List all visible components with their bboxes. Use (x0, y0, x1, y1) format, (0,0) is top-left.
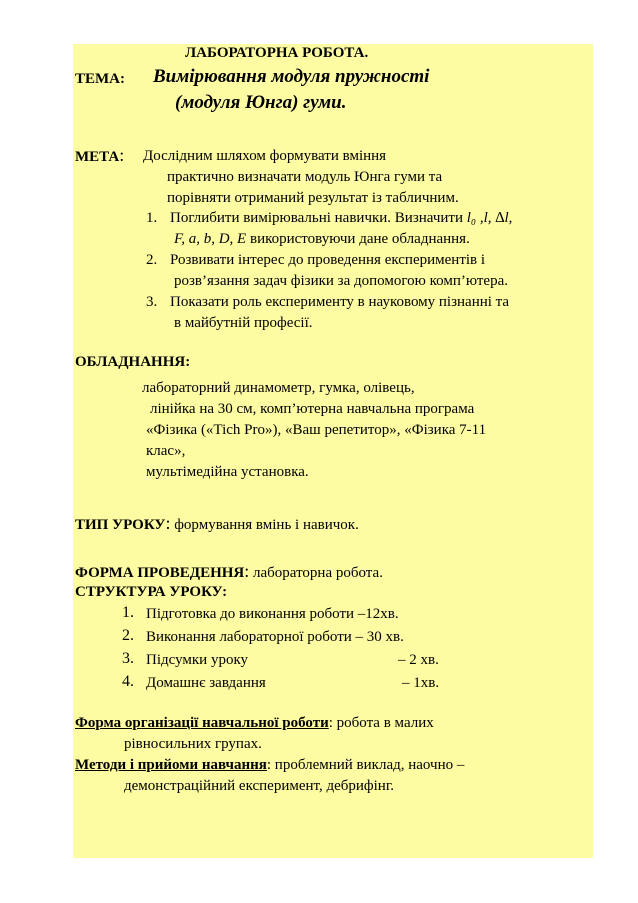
lesson-form (75, 562, 383, 582)
methods-line-2: демонстраційний експеримент, дебрифінг. (124, 778, 395, 794)
goal-item-2-text: Розвивати інтерес до проведення експериментів і (170, 252, 486, 268)
lesson-form-value: лабораторна робота. (249, 565, 383, 581)
goal-item-1 (170, 209, 512, 227)
structure-item-4-time: – 1хв. (402, 675, 440, 691)
structure-item-2-number: 2. (122, 627, 134, 644)
structure-label: СТРУКТУРА УРОКУ: (75, 584, 228, 600)
goal-label: МЕТА (75, 149, 120, 165)
organization-value: : робота в малих (328, 715, 434, 731)
goal-item-2-number: 2. (146, 252, 158, 268)
goal-item-3-text-2: в майбутній професії. (174, 315, 313, 331)
goal-item-1-cont (174, 230, 470, 248)
goal-item-1-vars-2: F, a, b, D, E (174, 231, 247, 247)
goal-item-3-number: 3. (146, 294, 158, 310)
organization-label: Форма організації навчальної роботи (75, 715, 329, 731)
equipment-line-3: «Фізика («Tich Pro»), «Ваш репетитор», «Фізика 7-11 (146, 422, 487, 438)
goal-item-2-text-2: розв’язання задач фізики за допомогою комп’ютера. (174, 273, 508, 289)
goal-colon: : (119, 145, 125, 165)
structure-item-4-number: 4. (122, 673, 134, 690)
structure-item-3-text: Підсумки уроку (146, 652, 249, 668)
equipment-line-1: лабораторний динамометр, гумка, олівець, (142, 380, 415, 396)
goal-heading (75, 146, 124, 166)
equipment-line-4: клас», (146, 443, 186, 459)
structure-item-3-time: – 2 хв. (398, 652, 439, 668)
structure-item-2-text: Виконання лабораторної роботи – 30 хв. (146, 629, 404, 645)
goal-item-3-text: Показати роль експерименту в науковому пізнанні та (170, 294, 510, 310)
methods-label: Методи і прийоми навчання (75, 757, 267, 773)
topic-label: ТЕМА: (75, 71, 125, 87)
structure-item-1-number: 1. (122, 604, 134, 621)
topic-line-2: (модуля Юнга) гуми. (175, 92, 347, 113)
goal-item-1-text: Поглибити вимірювальні навички. Визначити (170, 210, 463, 226)
lesson-type (75, 514, 359, 534)
lesson-type-value: формування вмінь і навичок. (170, 517, 359, 533)
organization-line-2: рівносильних групах. (124, 736, 262, 752)
structure-item-3-number: 3. (122, 650, 134, 667)
goal-line-3: порівняти отриманий результат із табличним. (167, 190, 459, 206)
equipment-line-5: мультімедійна установка. (146, 464, 309, 480)
structure-item-1-text: Підготовка до виконання роботи –12хв. (146, 606, 399, 622)
teaching-methods (75, 756, 464, 774)
topic-line-1: Вимірювання модуля пружності (153, 66, 430, 87)
goal-line-1: Дослідним шляхом формувати вміння (143, 148, 387, 164)
lesson-form-colon: : (244, 561, 250, 581)
goal-item-1-text-2: використовуючи дане обладнання. (246, 231, 470, 247)
goal-line-2: практично визначати модуль Юнга гуми та (167, 169, 443, 185)
lesson-form-label: ФОРМА ПРОВЕДЕННЯ (75, 565, 245, 581)
structure-item-4-text: Домашнє завдання (146, 675, 266, 691)
equipment-line-2: лінійка на 30 см, комп’ютерна навчальна програма (150, 401, 475, 417)
goal-item-1-vars: l₀ ,l, ∆l, (466, 210, 513, 226)
goal-item-1-number: 1. (146, 210, 158, 226)
methods-value: : проблемний виклад, наочно – (266, 757, 465, 773)
lesson-type-label: ТИП УРОКУ (75, 517, 166, 533)
equipment-label: ОБЛАДНАННЯ: (75, 354, 191, 370)
lesson-type-colon: : (165, 513, 171, 533)
organization-form (75, 714, 434, 732)
document-title: ЛАБОРАТОРНА РОБОТА. (185, 45, 369, 61)
